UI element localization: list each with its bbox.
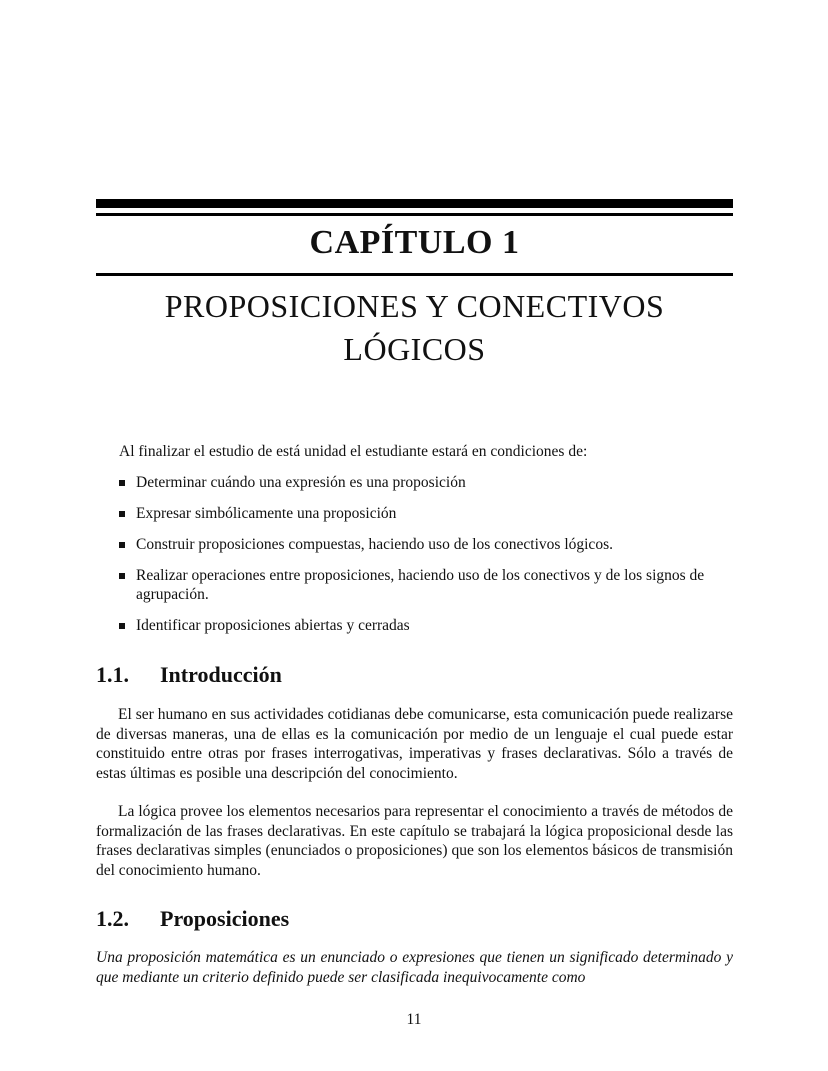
- objective-item: [118, 504, 733, 523]
- bullet-square-icon: [119, 542, 125, 548]
- chapter-title: [96, 285, 733, 371]
- bullet-square-icon: [119, 573, 125, 579]
- paragraph: El ser humano en sus actividades cotidianas debe comunicarse, esta comunicación puede realizarse de diversas maneras, una de ellas es la comunicación por medio de un lenguaje el cual puede estar constituido entre otras por frases interrogativas, imperativas y frases declarativas. Sólo a través de estas últimas es posible una descripción del conocimiento.: [96, 706, 733, 782]
- objective-text: Identificar proposiciones abiertas y cerradas: [136, 617, 410, 634]
- chapter-label: CAPÍTULO 1: [309, 224, 520, 261]
- chapter-top-rule-thick: [96, 199, 733, 208]
- section-title: Introducción: [160, 662, 282, 687]
- section-title: Proposiciones: [160, 906, 290, 931]
- objective-item: [118, 616, 733, 635]
- bullet-square-icon: [119, 623, 125, 629]
- chapter-title-line-1: PROPOSICIONES Y CONECTIVOS: [164, 288, 665, 324]
- objective-text: Determinar cuándo una expresión es una proposición: [136, 474, 466, 491]
- section-number: 1.2.: [96, 906, 129, 931]
- chapter-title-line-2: LÓGICOS: [343, 331, 486, 367]
- objective-text: Construir proposiciones compuestas, haciendo uso de los conectivos lógicos.: [136, 536, 613, 553]
- bullet-square-icon: [119, 511, 125, 517]
- section-heading-introduccion: [96, 662, 282, 688]
- definition-paragraph: Una proposición matemática es un enunciado o expresiones que tienen un significado determinado y que mediante un criterio definido puede ser clasificada inequivocamente como: [96, 949, 733, 986]
- section-heading-proposiciones: [96, 906, 289, 932]
- objectives-intro: Al finalizar el estudio de está unidad el estudiante estará en condiciones de:: [119, 443, 588, 460]
- objectives-list: [118, 473, 733, 647]
- objective-text: Expresar simbólicamente una proposición: [136, 505, 397, 522]
- objective-item: [118, 535, 733, 554]
- objective-item: [118, 473, 733, 492]
- paragraph: La lógica provee los elementos necesarios para representar el conocimiento a través de métodos de formalización de las frases declarativas. En este capítulo se trabajará la lógica proposicional desde las frases declarativas simples (enunciados o proposiciones) que son los elementos básicos de transmisión del conocimiento humano.: [96, 803, 733, 879]
- chapter-top-rule-thin: [96, 213, 733, 216]
- objective-text: Realizar operaciones entre proposiciones, haciendo uso de los conectivos y de los signos de agrupación.: [136, 567, 705, 603]
- bullet-square-icon: [119, 480, 125, 486]
- objective-item: [118, 566, 733, 604]
- section-number: 1.1.: [96, 662, 129, 687]
- page-number: 11: [406, 1011, 422, 1028]
- chapter-title-rule: [96, 273, 733, 276]
